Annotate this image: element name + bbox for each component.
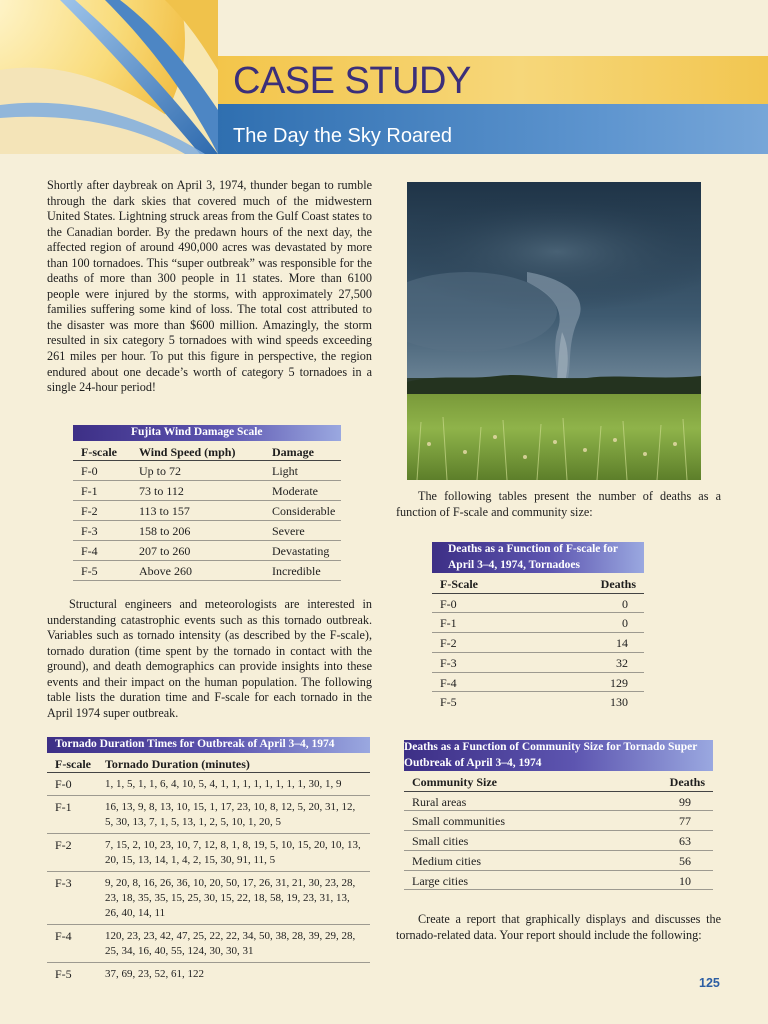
- table-header-row: [432, 573, 644, 593]
- table-row: F-2 7, 15, 2, 10, 23, 10, 7, 12, 8, 1, 8, 19, 5, 10, 15, 20, 10, 13, 20, 15, 13, 14, 1, 4, 2, 15, 30, 91, 11, 5: [47, 834, 370, 872]
- table-row: F-1 16, 13, 9, 8, 13, 10, 15, 1, 17, 23, 10, 8, 12, 5, 20, 31, 12, 5, 30, 13, 7, 1, 5, 13, 1, 2, 5, 10, 1, 20, 5: [47, 796, 370, 834]
- table-header-row: [47, 753, 370, 773]
- duration-table-caption: Tornado Duration Times for Outbreak of April 3–4, 1974: [47, 737, 370, 753]
- table-row: F-3 32: [432, 652, 644, 672]
- column-header: F-scale: [47, 753, 105, 773]
- table-header-row: [404, 771, 713, 791]
- fujita-table-caption: Fujita Wind Damage Scale: [73, 425, 341, 441]
- corner-decoration: [0, 0, 218, 154]
- table-row: F-1 73 to 112 Moderate: [73, 481, 341, 501]
- deaths-community-caption: Deaths as a Function of Community Size for Tornado Super Outbreak of April 3–4, 1974: [404, 740, 713, 771]
- table-row: F-5 Above 260 Incredible: [73, 561, 341, 581]
- middle-paragraph: Structural engineers and meteorologists are interested in understanding catastrophic events such as this tornado outbreak. Variables such as tornado intensity (as described by the F-scale), tornado duration (time spent by the tornado in contact with the ground), and death demographics can provide insights into these events and their impact on the human population. The following table lists the duration time and F-scale for each tornado in the April 1974 super outbreak.: [47, 597, 372, 720]
- table-header-row: [73, 441, 341, 461]
- column-header: F-scale: [73, 441, 139, 461]
- deaths-by-fscale-table: [432, 542, 644, 712]
- column-header: Damage: [272, 441, 341, 461]
- page-subtitle: The Day the Sky Roared: [233, 125, 452, 147]
- table-row: Medium cities 56: [404, 850, 713, 870]
- table-row: Rural areas 99: [404, 791, 713, 811]
- table-row: Large cities 10: [404, 870, 713, 890]
- intro-paragraph: Shortly after daybreak on April 3, 1974, thunder began to rumble through the dark skies that covered much of the midwestern United States. Lightning struck areas from the Gulf Coast states to the Canadian border. By the predawn hours of the next day, the affected region of around 490,000 acres was devastated by more than 100 tornadoes. This “super outbreak” was responsible for the deaths of more than 300 people in 11 states. More than 6100 people were injured by the storms, with approximately 27,500 families suffering some kind of loss. The total cost attributed to the disaster was more than $600 million. Amazingly, the storm resulted in six category 5 tornadoes with wind speeds exceeding 261 miles per hour. To put this figure in perspective, the region endured about one decade’s worth of category 5 tornadoes in a single 24-hour period!: [47, 178, 372, 395]
- deaths-fscale-caption: Deaths as a Function of F-scale for April 3–4, 1974, Tornadoes: [432, 542, 644, 573]
- column-header: Community Size: [404, 771, 617, 791]
- table-row: F-0 1, 1, 5, 1, 1, 6, 4, 10, 5, 4, 1, 1, 1, 1, 1, 1, 1, 1, 30, 1, 9: [47, 773, 370, 796]
- table-row: Small cities 63: [404, 831, 713, 851]
- closing-paragraph: Create a report that graphically displays and discusses the tornado-related data. Your report should include the following:: [396, 912, 721, 942]
- tornado-photo: [407, 182, 701, 480]
- page-title: CASE STUDY: [233, 60, 471, 102]
- column-header: Deaths: [617, 771, 713, 791]
- column-header: Wind Speed (mph): [139, 441, 272, 461]
- tables-intro-paragraph: The following tables present the number of deaths as a function of F-scale and community size:: [396, 489, 721, 519]
- table-row: F-5 37, 69, 23, 52, 61, 122: [55, 967, 204, 981]
- column-header: Deaths: [539, 573, 644, 593]
- table-row: F-1 0: [432, 613, 644, 633]
- table-row: F-2 14: [432, 633, 644, 653]
- table-row: Small communities 77: [404, 811, 713, 831]
- table-row: F-0 Up to 72 Light: [73, 461, 341, 481]
- column-header: Tornado Duration (minutes): [105, 753, 370, 773]
- table-row: F-5 130: [440, 695, 628, 710]
- table-row: F-4 120, 23, 23, 42, 47, 25, 22, 22, 34, 50, 38, 28, 39, 29, 28, 25, 34, 16, 40, 55, 124, 30, 30, 31: [47, 925, 370, 963]
- column-header: F-Scale: [432, 573, 539, 593]
- duration-table: [47, 737, 370, 985]
- table-row: F-2 113 to 157 Considerable: [73, 501, 341, 521]
- page-number: 125: [699, 976, 720, 990]
- deaths-by-community-table: [404, 740, 713, 890]
- fujita-table: [73, 425, 341, 581]
- table-row: F-4 129: [432, 672, 644, 692]
- table-row: F-0 0: [432, 593, 644, 613]
- table-row: F-4 207 to 260 Devastating: [73, 541, 341, 561]
- table-row: F-3 9, 20, 8, 16, 26, 36, 10, 20, 50, 17, 26, 31, 21, 30, 23, 28, 23, 18, 35, 35, 15, 25, 30, 15, 22, 18, 58, 19, 23, 31, 13, 26, 40, 14, 11: [47, 872, 370, 925]
- table-row: F-3 158 to 206 Severe: [73, 521, 341, 541]
